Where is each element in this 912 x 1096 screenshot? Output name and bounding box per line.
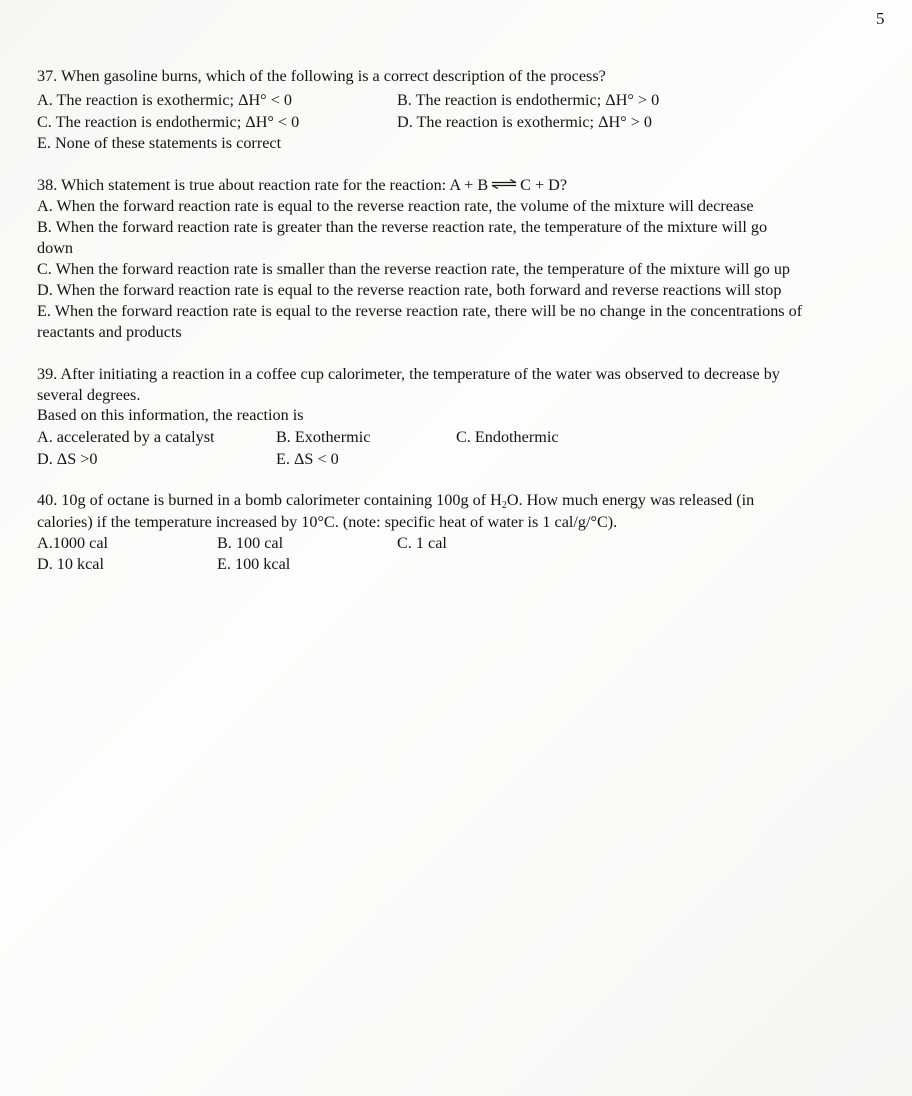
water-subscript: 2 [501,500,507,511]
question-38-stem-suffix: C + D? [520,176,568,194]
question-40-option-c: C. 1 cal [397,534,447,552]
question-40-option-b: B. 100 cal [217,534,284,552]
question-37-option-a: A. The reaction is exothermic; ΔH° < 0 [37,91,292,109]
page-number: 5 [876,9,885,28]
question-37-option-b: B. The reaction is endothermic; ΔH° > 0 [397,91,660,109]
question-39-option-e: E. ΔS < 0 [276,450,339,468]
question-38-stem [37,175,567,196]
question-40-option-a: A.1000 cal [37,534,109,552]
question-37-option-e: E. None of these statements is correct [37,134,282,152]
question-38-stem-prefix: 38. Which statement is true about reaction rate for the reaction: A + B [37,176,489,194]
question-39-option-d: D. ΔS >0 [37,450,98,468]
question-39-option-a: A. accelerated by a catalyst [37,428,215,446]
equilibrium-arrow-icon [491,179,517,189]
question-37-option-d: D. The reaction is exothermic; ΔH° > 0 [397,113,652,131]
question-38-option-e-line1: E. When the forward reaction rate is equal to the reverse reaction rate, there will be no change in the concentrations of [37,302,803,320]
question-38-option-e-line2: reactants and products [37,323,182,341]
question-39-stem-line2: several degrees. [37,386,141,404]
question-39-stem-line1: 39. After initiating a reaction in a coffee cup calorimeter, the temperature of the water was observed to decrease by [37,365,780,383]
question-40-option-e: E. 100 kcal [217,555,291,573]
question-39-option-c: C. Endothermic [456,428,559,446]
question-39-option-b: B. Exothermic [276,428,371,446]
question-38-option-b-line1: B. When the forward reaction rate is greater than the reverse reaction rate, the temperature of the mixture will go [37,218,768,236]
question-40-stem-line2: calories) if the temperature increased by 10°C. (note: specific heat of water is 1 cal/g/°C). [37,513,618,531]
question-37-option-c: C. The reaction is endothermic; ΔH° < 0 [37,113,300,131]
question-40-stem-line1-suffix: O. How much energy was released (in [506,491,755,509]
question-40-option-d: D. 10 kcal [37,555,104,573]
question-39-stem-line3: Based on this information, the reaction is [37,406,304,424]
question-38-option-c: C. When the forward reaction rate is smaller than the reverse reaction rate, the temperature of the mixture will go up [37,260,791,278]
question-40-stem-line1-prefix: 40. 10g of octane is burned in a bomb calorimeter containing 100g of H [37,491,502,509]
question-37-stem: 37. When gasoline burns, which of the following is a correct description of the process? [37,67,606,85]
question-40-stem-line1 [37,490,754,511]
question-38-option-a: A. When the forward reaction rate is equal to the reverse reaction rate, the volume of the mixture will decrease [37,197,754,215]
question-38-option-d: D. When the forward reaction rate is equal to the reverse reaction rate, both forward and reverse reactions will stop [37,281,782,299]
question-38-option-b-line2: down [37,239,73,257]
